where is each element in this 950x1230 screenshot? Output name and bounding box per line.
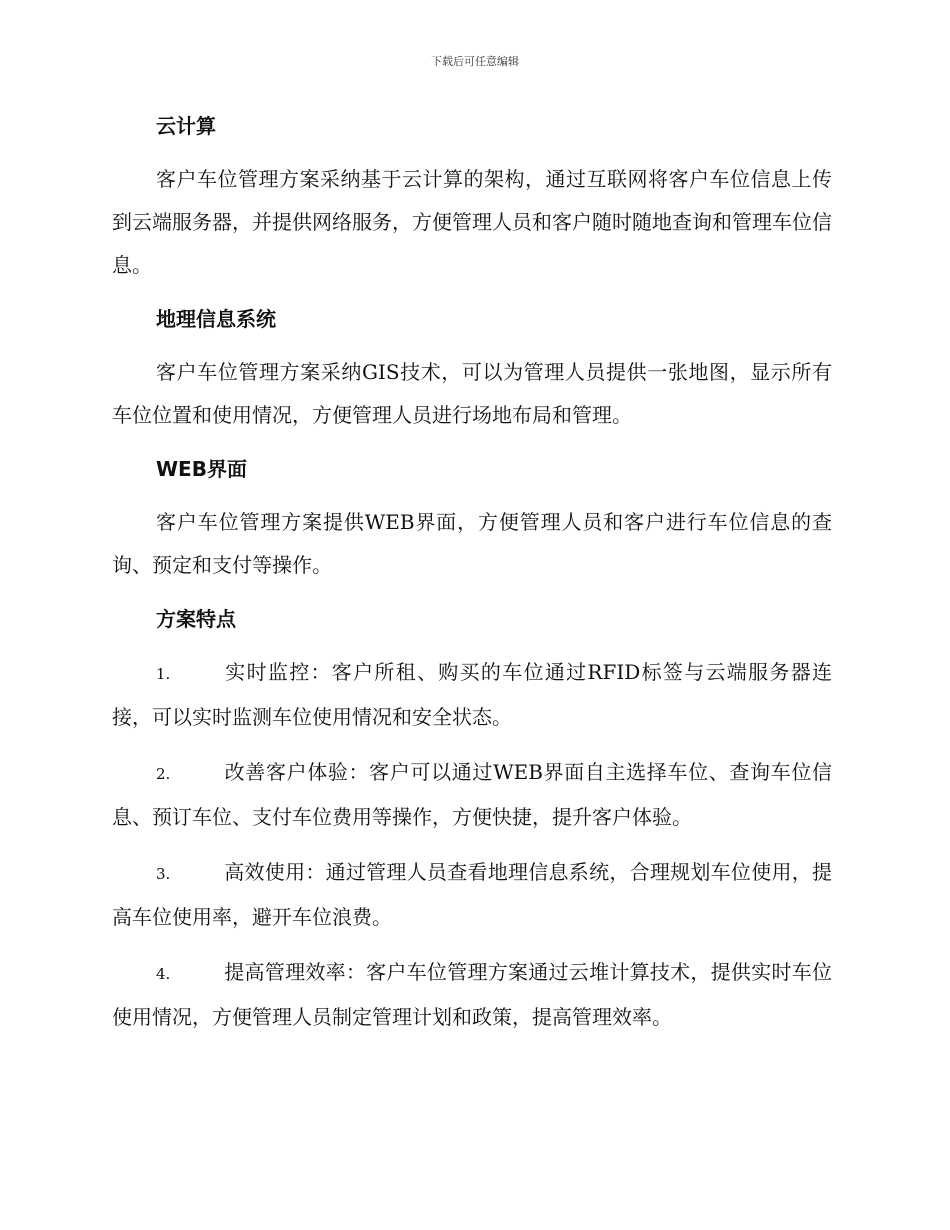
document-body [112, 108, 832, 1051]
feature-text: 提高管理效率：客户车位管理方案通过云堆计算技术，提供实时车位使用情况，方便管理人员制定管理计划和政策，提高管理效率。 [112, 960, 832, 1029]
section-body-web: 客户车位管理方案提供WEB界面，方便管理人员和客户进行车位信息的查询、预定和支付等操作。 [112, 510, 832, 577]
feature-text: 实时监控：客户所租、购买的车位通过RFID标签与云端服务器连接，可以实时监测车位使用情况和安全状态。 [112, 660, 832, 729]
feature-number: 2. [156, 765, 171, 783]
section-heading-gis: 地理信息系统 [156, 307, 276, 331]
section-heading-web: WEB界面 [156, 457, 247, 481]
section-body-gis: 客户车位管理方案采纳GIS技术，可以为管理人员提供一张地图，显示所有车位位置和使用情况，方便管理人员进行场地布局和管理。 [112, 360, 832, 427]
section-heading-cloud: 云计算 [156, 114, 216, 138]
section-heading-features: 方案特点 [156, 607, 236, 631]
feature-item-2 [112, 751, 832, 839]
feature-number: 1. [156, 665, 171, 683]
feature-item-3 [112, 851, 832, 939]
feature-number: 4. [156, 965, 171, 983]
feature-text: 改善客户体验：客户可以通过WEB界面自主选择车位、查询车位信息、预订车位、支付车位费用等操作，方便快捷，提升客户体验。 [112, 760, 832, 829]
feature-item-4 [112, 951, 832, 1039]
feature-item-1 [112, 651, 832, 739]
feature-number: 3. [156, 865, 171, 883]
page-header: 下载后可任意编辑 [431, 55, 519, 68]
section-body-cloud: 客户车位管理方案采纳基于云计算的架构，通过互联网将客户车位信息上传到云端服务器，并提供网络服务，方便管理人员和客户随时随地查询和管理车位信息。 [112, 167, 832, 277]
feature-text: 高效使用：通过管理人员查看地理信息系统，合理规划车位使用，提高车位使用率，避开车位浪费。 [112, 860, 832, 929]
